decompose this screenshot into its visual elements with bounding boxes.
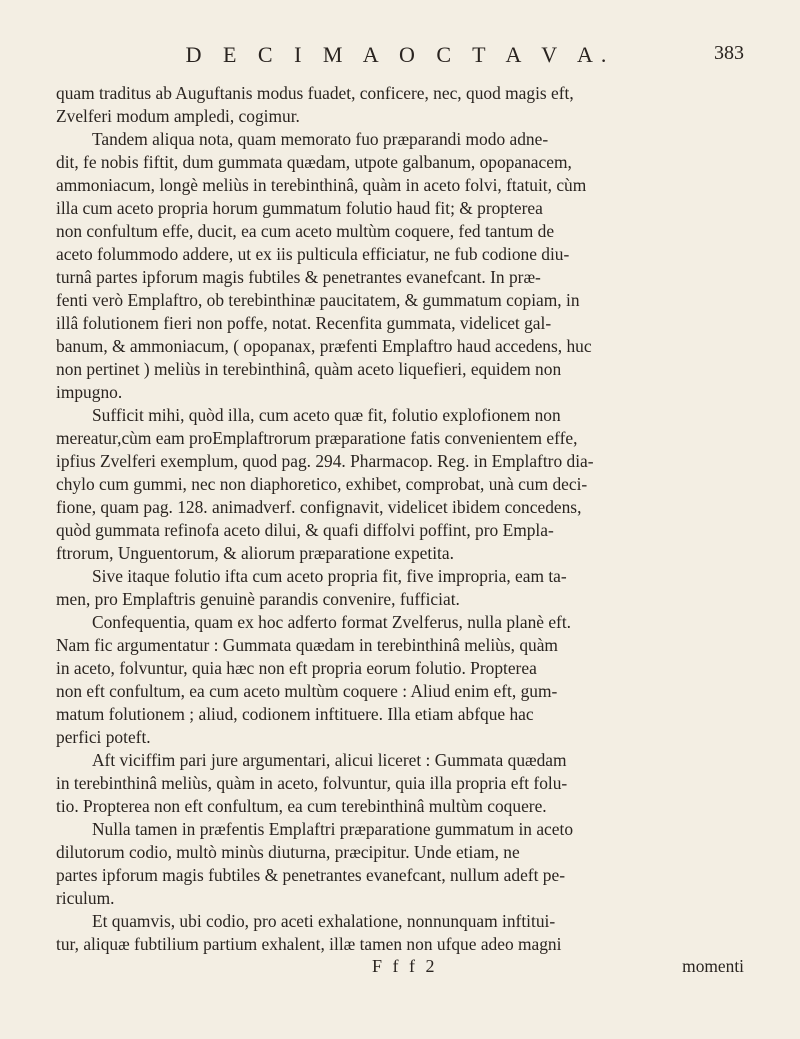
text-line: non confultum effe, ducit, ea cum aceto multùm coquere, fed tantum de (56, 221, 555, 241)
page-number: 383 (714, 42, 744, 64)
text-line: partes ipforum magis fubtiles & penetrantes evanefcant, nullum adeft pe- (56, 865, 565, 885)
text-line: men, pro Emplaftris genuinè parandis convenire, fufficiat. (56, 589, 460, 609)
text-line: in terebinthinâ meliùs, quàm in aceto, folvuntur, quia illa propria eft folu- (56, 773, 568, 793)
text-line: dit, fe nobis fiftit, dum gummata quædam, utpote galbanum, opopanacem, (56, 152, 572, 172)
signature-mark: F f f 2 (372, 956, 438, 976)
text-line: tur, aliquæ fubtilium partium exhalent, illæ tamen non ufque adeo magni (56, 934, 562, 954)
text-line: fione, quam pag. 128. animadverf. confignavit, videlicet ibidem concedens, (56, 497, 582, 517)
text-line: quam traditus ab Auguftanis modus fuadet, conficere, nec, quod magis eft, (56, 83, 574, 103)
text-line: matum folutionem ; aliud, codionem inftituere. Illa etiam abfque hac (56, 704, 534, 724)
text-line: tio. Propterea non eft confultum, ea cum terebinthinâ multùm coquere. (56, 796, 547, 816)
text-line: mereatur,cùm eam proEmplaftrorum præparatione fatis convenientem effe, (56, 428, 578, 448)
text-line: riculum. (56, 888, 115, 908)
running-head: D E C I M A O C T A V A. (185, 42, 615, 67)
text-line: ftrorum, Unguentorum, & aliorum præparatione expetita. (56, 543, 454, 563)
body-text (56, 82, 744, 956)
text-line: illâ folutionem fieri non poffe, notat. Recenfita gummata, videlicet gal- (56, 313, 552, 333)
text-line: non eft confultum, ea cum aceto multùm coquere : Aliud enim eft, gum- (56, 681, 558, 701)
text-line: impugno. (56, 382, 123, 402)
text-line: Nam fic argumentatur : Gummata quædam in terebinthinâ meliùs, quàm (56, 635, 558, 655)
text-line: Nulla tamen in præfentis Emplaftri præparatione gummatum in aceto (92, 819, 574, 839)
page-header (56, 42, 744, 78)
text-line: Sufficit mihi, quòd illa, cum aceto quæ fit, folutio explofionem non (92, 405, 561, 425)
text-line: in aceto, folvuntur, quia hæc non eft propria eorum folutio. Propterea (56, 658, 537, 678)
text-line: non pertinet ) meliùs in terebinthinâ, quàm aceto liquefieri, equidem non (56, 359, 562, 379)
catchword: momenti (682, 956, 744, 976)
text-line: chylo cum gummi, nec non diaphoretico, exhibet, comprobat, unà cum deci- (56, 474, 588, 494)
text-line: Sive itaque folutio ifta cum aceto propria fit, five impropria, eam ta- (92, 566, 567, 586)
text-line: fenti verò Emplaftro, ob terebinthinæ paucitatem, & gummatum copiam, in (56, 290, 580, 310)
text-line: aceto folummodo addere, ut ex iis pulticula efficiatur, ne fub codione diu- (56, 244, 570, 264)
text-line: quòd gummata refinofa aceto dilui, & quafi diffolvi poffint, pro Empla- (56, 520, 554, 540)
text-line: ammoniacum, longè meliùs in terebinthinâ, quàm in aceto folvi, ftatuit, cùm (56, 175, 587, 195)
text-line: banum, & ammoniacum, ( opopanax, præfenti Emplaftro haud accedens, huc (56, 336, 592, 356)
text-line: dilutorum codio, multò minùs diuturna, præcipitur. Unde etiam, ne (56, 842, 520, 862)
text-line: perfici poteft. (56, 727, 151, 747)
text-line: turnâ partes ipforum magis fubtiles & penetrantes evanefcant. In præ- (56, 267, 541, 287)
text-line: Confequentia, quam ex hoc adferto format Zvelferus, nulla planè eft. (92, 612, 572, 632)
text-line: Zvelferi modum ampledi, cogimur. (56, 106, 300, 126)
text-line: Et quamvis, ubi codio, pro aceti exhalatione, nonnunquam inftitui- (92, 911, 556, 931)
page-footer (56, 956, 744, 980)
text-line: Tandem aliqua nota, quam memorato fuo præparandi modo adne- (92, 129, 549, 149)
text-line: Aft viciffim pari jure argumentari, alicui liceret : Gummata quædam (92, 750, 567, 770)
text-line: illa cum aceto propria horum gummatum folutio haud fit; & propterea (56, 198, 543, 218)
text-line: ipfius Zvelferi exemplum, quod pag. 294. Pharmacop. Reg. in Emplaftro dia- (56, 451, 594, 471)
